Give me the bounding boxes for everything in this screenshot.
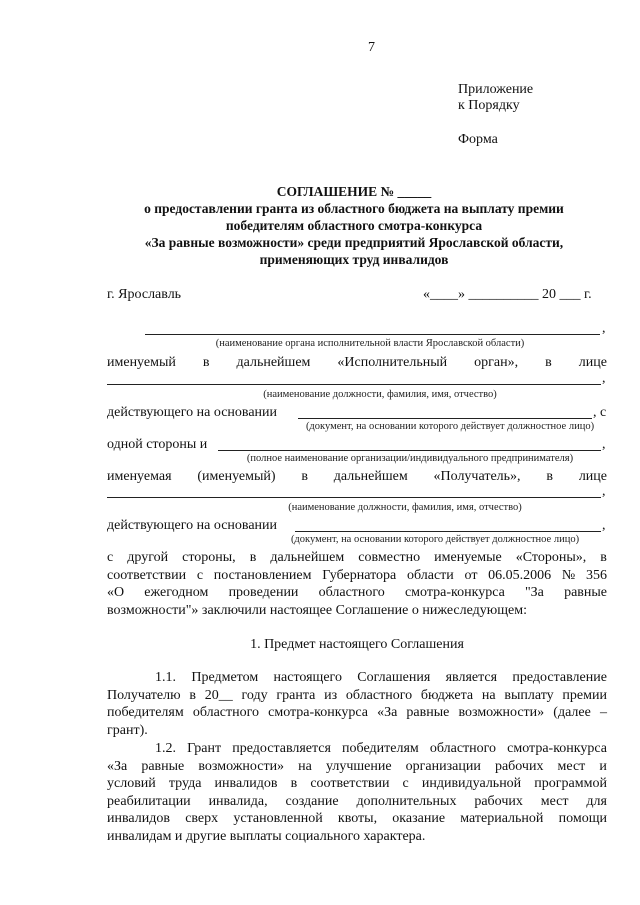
clause-1-2-line-3-word: условий xyxy=(107,776,156,791)
intro-line-1-word: с xyxy=(107,550,114,565)
clause-1-2-line-3-word: программой xyxy=(534,776,607,791)
acting-basis-label-2: действующего на основании xyxy=(107,518,278,533)
clause-1-1-line-2 xyxy=(107,687,607,705)
clause-1-1 xyxy=(107,669,607,739)
position-line-2 xyxy=(107,497,601,498)
intro-line-2-word: от xyxy=(464,567,478,583)
section-heading: 1. Предмет настоящего Соглашения xyxy=(250,637,464,652)
clause-1-1-line-1 xyxy=(107,669,607,687)
intro-line-3-word: "За xyxy=(524,585,544,600)
clause-1-1-line-2-word: году xyxy=(241,687,268,703)
acting-basis-label-1: действующего на основании xyxy=(107,405,278,420)
clause-1-1-line-3-word: «За xyxy=(377,705,398,720)
intro-paragraph xyxy=(107,549,607,619)
comma-mark: , xyxy=(602,437,606,452)
comma-mark: , xyxy=(602,371,606,386)
named-row-1-word: в xyxy=(545,355,552,370)
intro-line-3-word: смотра-конкурса xyxy=(404,585,505,600)
one-side-label: одной стороны и xyxy=(107,437,208,452)
attachment-line-1: Приложение xyxy=(458,82,534,97)
intro-line-3-word: равные xyxy=(564,585,607,600)
intro-line-4: возможности"» заключили настоящее Соглашение о нижеследующем: xyxy=(107,602,527,618)
attachment-line-2: к Порядку xyxy=(458,98,520,113)
comma-mark: , xyxy=(602,518,606,533)
clause-1-1-line-2-word: премии xyxy=(562,687,607,703)
clause-1-1-line-1-word: предоставление xyxy=(512,670,607,685)
clause-1-2-line-2-word: улучшение xyxy=(325,758,392,774)
intro-line-3 xyxy=(107,584,607,602)
clause-1-1-line-2-word: на xyxy=(481,687,496,703)
basis-suffix-1: , с xyxy=(593,405,607,420)
date-field: «____» __________ 20 ___ г. xyxy=(423,287,592,302)
intro-line-2-word: области xyxy=(406,567,454,583)
named-row-1-word: лице xyxy=(578,355,607,370)
position-caption-2: (наименование должности, фамилия, имя, отчество) xyxy=(288,502,522,513)
named-row-2-word: лице xyxy=(578,469,607,484)
intro-line-1-word: «Стороны», xyxy=(515,550,587,565)
named-row-2-word: в xyxy=(301,469,308,484)
org-name-caption: (наименование органа исполнительной власти Ярославской области) xyxy=(215,338,525,349)
clause-1-1-line-2-word: бюджета xyxy=(420,687,474,703)
named-row-2-word: «Получатель», xyxy=(433,469,521,484)
clause-1-2-line-1-word: победителям xyxy=(342,741,419,756)
clause-1-2-line-1-word: областного xyxy=(429,741,497,756)
basis-line-2 xyxy=(295,531,601,532)
clause-1-1-line-2-word: 20__ xyxy=(204,687,233,703)
intro-line-1-word: именуемые xyxy=(434,550,502,565)
clause-1-2-line-5-word: материальной xyxy=(460,811,544,826)
intro-line-2-word: 06.05.2006 xyxy=(488,567,552,583)
clause-1-1-line-2-word: областного xyxy=(345,687,413,703)
clause-1-1-line-3-word: – xyxy=(599,705,607,720)
intro-line-1-word: совместно xyxy=(358,550,421,565)
intro-line-2-word: соответствии xyxy=(107,567,187,583)
clause-1-2-line-3-word: соответствии xyxy=(310,776,390,791)
intro-line-2-word: Губернатора xyxy=(322,567,397,583)
clause-1-2-line-3-word: индивидуальной xyxy=(421,776,522,791)
agreement-subtitle-line-3: «За равные возможности» среди предприятий Ярославской области, xyxy=(144,235,564,250)
clause-1-2-line-3-word: с xyxy=(402,776,409,791)
intro-line-3-word: ежегодном xyxy=(144,585,209,600)
agreement-subtitle-line-1: о предоставлении гранта из областного бюджета на выплату премии xyxy=(144,201,564,216)
named-row-1-word: дальнейшем xyxy=(236,355,311,370)
intro-line-1-word: в xyxy=(600,550,607,565)
clause-1-2-line-5-word: квоты, xyxy=(337,811,378,826)
clause-1-2-line-4-word: для xyxy=(586,793,607,809)
clause-1-1-line-3-word: равные xyxy=(406,705,450,720)
comma-mark: , xyxy=(602,484,606,499)
named-row-2-word: дальнейшем xyxy=(333,469,408,484)
clause-1-2 xyxy=(107,740,607,845)
intro-line-2-word: 356 xyxy=(585,567,607,583)
recipient-caption: (полное наименование организации/индивидуального предпринимателя) xyxy=(246,453,574,464)
clause-1-2-line-3-word: труда xyxy=(168,776,202,791)
clause-1-2-line-2-word: мест xyxy=(557,758,586,774)
position-caption-1: (наименование должности, фамилия, имя, отчество) xyxy=(263,389,497,400)
recipient-line xyxy=(218,450,601,451)
basis-line-1 xyxy=(298,418,592,419)
intro-line-1-word: в xyxy=(249,550,257,565)
clause-1-2-line-5-word: инвалидов xyxy=(107,811,170,826)
intro-line-3-word: областного xyxy=(318,585,385,600)
named-row-1-word: «Исполнительный xyxy=(337,355,448,370)
clause-1-1-line-3 xyxy=(107,704,607,722)
org-name-line xyxy=(145,334,600,335)
intro-line-2-word: постановлением xyxy=(213,567,312,583)
clause-1-1-line-3-word: областного xyxy=(192,705,260,720)
clause-1-2-line-4-word: дополнительных xyxy=(356,793,457,809)
clause-1-1-line-1-word: 1.1. xyxy=(155,670,176,685)
clause-1-1-line-1-word: является xyxy=(445,670,498,685)
attachment-form-label: Форма xyxy=(458,132,498,147)
clause-1-2-line-2-word: рабочих xyxy=(494,758,544,774)
clause-1-1-line-2-word: в xyxy=(189,687,196,703)
page-number: 7 xyxy=(368,40,375,55)
intro-line-2 xyxy=(107,567,607,585)
clause-1-2-line-2-word: на xyxy=(298,758,312,774)
clause-1-1-line-1-word: настоящего xyxy=(273,670,342,685)
comma-mark: , xyxy=(602,321,606,336)
document-caption-2: (документ, на основании которого действует должностное лицо) xyxy=(290,534,580,545)
intro-line-1-word: стороны, xyxy=(182,550,236,565)
clause-1-1-line-3-word: (далее xyxy=(553,705,591,720)
clause-1-1-line-3-word: победителям xyxy=(107,705,184,720)
named-row-1 xyxy=(107,355,607,371)
position-line-1 xyxy=(107,384,601,385)
agreement-subtitle-line-4: применяющих труд инвалидов xyxy=(259,252,449,267)
clause-1-1-line-2-word: из xyxy=(324,687,338,703)
clause-1-2-line-3-word: в xyxy=(290,776,298,791)
clause-1-1-line-2-word: гранта xyxy=(276,687,316,703)
clause-1-2-line-1-word: смотра-конкурса xyxy=(507,741,607,756)
named-row-1-word: орган», xyxy=(474,355,519,370)
clause-1-1-line-3-word: смотра-конкурса xyxy=(268,705,368,720)
clause-1-2-line-5-word: помощи xyxy=(558,811,607,826)
named-row-1-word: именуемый xyxy=(107,355,176,370)
intro-line-1 xyxy=(107,549,607,567)
intro-line-2-word: с xyxy=(196,567,204,583)
named-row-2-word: именуемая xyxy=(107,469,172,484)
clause-1-2-line-2-word: «За xyxy=(107,758,128,774)
clause-1-2-line-1-word: предоставляется xyxy=(232,741,331,756)
clause-1-1-line-1-word: Соглашения xyxy=(357,670,431,685)
clause-1-1-line-2-word: выплату xyxy=(504,687,554,703)
intro-line-3-word: проведении xyxy=(228,585,299,600)
clause-1-2-line-1 xyxy=(107,740,607,758)
document-caption-1: (документ, на основании которого действует должностное лицо) xyxy=(305,421,595,432)
clause-1-2-line-4-word: мест xyxy=(540,793,569,809)
clause-1-2-line-4-word: реабилитации xyxy=(107,793,191,809)
clause-1-2-line-4-word: рабочих xyxy=(474,793,523,809)
clause-1-2-line-5 xyxy=(107,810,607,828)
clause-1-1-line-1-word: Предметом xyxy=(191,670,259,685)
intro-line-2-word: № xyxy=(561,567,576,583)
city-label: г. Ярославль xyxy=(107,287,182,302)
clause-1-2-line-5-word: установленной xyxy=(233,811,323,826)
clause-1-2-line-2-word: и xyxy=(599,758,607,774)
intro-line-3-word: «О xyxy=(107,585,125,600)
named-row-2-word: (именуемый) xyxy=(197,469,276,484)
clause-1-2-line-3 xyxy=(107,775,607,793)
clause-1-2-line-5-word: сверх xyxy=(185,811,219,826)
clause-1-2-line-2 xyxy=(107,758,607,776)
named-row-1-word: в xyxy=(202,355,210,370)
intro-line-1-word: дальнейшем xyxy=(270,550,345,565)
clause-1-1-line-2-word: Получателю xyxy=(107,687,181,703)
clause-1-2-line-1-word: Грант xyxy=(187,741,222,756)
named-row-2 xyxy=(107,469,607,485)
clause-1-2-line-4 xyxy=(107,793,607,811)
clause-1-1-line-3-word: возможности» xyxy=(458,705,545,720)
agreement-title: СОГЛАШЕНИЕ № _____ xyxy=(276,184,432,199)
clause-1-2-line-4-word: инвалида, xyxy=(208,793,268,809)
agreement-subtitle-line-2: победителям областного смотра-конкурса xyxy=(225,218,483,233)
intro-line-1-word: другой xyxy=(127,550,169,565)
clause-1-1-line-4: грант). xyxy=(107,722,148,738)
clause-1-2-line-6: инвалидам и другие выплаты социального характера. xyxy=(107,828,426,844)
named-row-2-word: в xyxy=(546,469,553,484)
clause-1-2-line-1-word: 1.2. xyxy=(155,741,176,756)
clause-1-2-line-2-word: организации xyxy=(405,758,481,774)
clause-1-2-line-2-word: возможности» xyxy=(198,758,285,774)
clause-1-2-line-5-word: оказание xyxy=(392,811,446,826)
clause-1-2-line-2-word: равные xyxy=(141,758,185,774)
clause-1-2-line-3-word: инвалидов xyxy=(214,776,278,791)
clause-1-2-line-4-word: создание xyxy=(285,793,339,809)
